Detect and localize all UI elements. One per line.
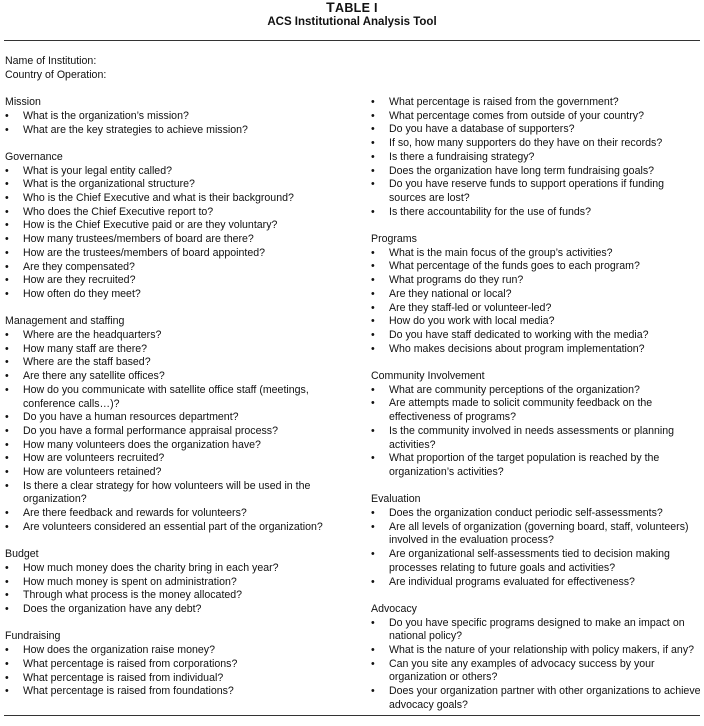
question-item: • Are organizational self-assessments tied to decision making processes relating to future goals and activities?: [371, 548, 701, 575]
question-item: • Are individual programs evaluated for effectiveness?: [371, 576, 701, 590]
question-item: • How do you communicate with satellite office staff (meetings, conference calls…)?: [5, 384, 338, 411]
fundraising-continued-list: [371, 96, 701, 219]
question-item: • If so, how many supporters do they have on their records?: [371, 137, 701, 151]
question-item: • Are they staff-led or volunteer-led?: [371, 302, 701, 316]
question-item: • How often do they meet?: [5, 288, 338, 302]
section-management-and-staffing: [5, 315, 338, 534]
section-title: Community Involvement: [371, 370, 485, 383]
question-item: • Who is the Chief Executive and what is their background?: [5, 192, 338, 206]
question-item: • How is the Chief Executive paid or are they voluntary?: [5, 219, 338, 233]
question-item: • Who makes decisions about program implementation?: [371, 343, 701, 357]
question-list: [5, 110, 338, 137]
question-list: [5, 329, 338, 535]
section-evaluation: [371, 493, 701, 589]
question-item: • What percentage is raised from individual?: [5, 672, 338, 686]
question-item: • Do you have specific programs designed to make an impact on national policy?: [371, 617, 701, 644]
question-item: • Is there a clear strategy for how volunteers will be used in the organization?: [5, 480, 338, 507]
question-list: [371, 384, 701, 480]
question-item: • What percentage comes from outside of your country?: [371, 110, 701, 124]
question-item: • Can you site any examples of advocacy success by your organization or others?: [371, 658, 701, 685]
question-list: [371, 247, 701, 357]
section-community-involvement: [371, 370, 701, 480]
meta-block: [5, 55, 338, 82]
question-item: • How many trustees/members of board are there?: [5, 233, 338, 247]
section-title: Mission: [5, 96, 41, 109]
question-item: • How many volunteers does the organization have?: [5, 439, 338, 453]
question-item: • Through what process is the money allocated?: [5, 589, 338, 603]
question-item: • Where are the headquarters?: [5, 329, 338, 343]
question-item: • Are all levels of organization (governing board, staff, volunteers) involved in the evaluation process?: [371, 521, 701, 548]
question-item: • Are there any satellite offices?: [5, 370, 338, 384]
question-item: • Is there a fundraising strategy?: [371, 151, 701, 165]
question-item: • Are there feedback and rewards for volunteers?: [5, 507, 338, 521]
question-item: • Do you have a human resources department?: [5, 411, 338, 425]
bottom-divider: [4, 715, 700, 716]
section-title: Programs: [371, 233, 417, 246]
section-fundraising: [5, 630, 338, 699]
section-advocacy: [371, 603, 701, 713]
question-list: [371, 617, 701, 713]
question-item: • Is there accountability for the use of funds?: [371, 206, 701, 220]
question-item: • Do you have reserve funds to support operations if funding sources are lost?: [371, 178, 701, 205]
question-item: • What are community perceptions of the organization?: [371, 384, 701, 398]
question-item: • What is the nature of your relationship with policy makers, if any?: [371, 644, 701, 658]
question-item: • What proportion of the target population is reached by the organization’s activities?: [371, 452, 701, 479]
question-item: • Do you have a formal performance appraisal process?: [5, 425, 338, 439]
section-title: Fundraising: [5, 630, 61, 643]
question-item: • How much money is spent on administration?: [5, 576, 338, 590]
right-sections: [371, 233, 701, 713]
question-item: • How are the trustees/members of board appointed?: [5, 247, 338, 261]
table-title: ACS Institutional Analysis Tool: [267, 16, 437, 28]
question-list: [5, 644, 338, 699]
question-item: • How are volunteers retained?: [5, 466, 338, 480]
question-item: • Do you have a database of supporters?: [371, 123, 701, 137]
question-list: [371, 507, 701, 589]
question-item: • Does the organization conduct periodic self-assessments?: [371, 507, 701, 521]
question-item: • What are the key strategies to achieve mission?: [5, 124, 338, 138]
question-item: • Where are the staff based?: [5, 356, 338, 370]
right-column: [371, 96, 701, 726]
question-list: [5, 562, 338, 617]
question-item: • Does the organization have any debt?: [5, 603, 338, 617]
left-column: [5, 55, 338, 713]
question-item: • Are attempts made to solicit community feedback on the effectiveness of programs?: [371, 397, 701, 424]
question-item: • Are they compensated?: [5, 261, 338, 275]
question-item: • Does the organization have long term fundraising goals?: [371, 165, 701, 179]
question-item: • What percentage is raised from corporations?: [5, 658, 338, 672]
question-item: • Are volunteers considered an essential part of the organization?: [5, 521, 338, 535]
question-item: • What percentage of the funds goes to each program?: [371, 260, 701, 274]
question-item: • Are they national or local?: [371, 288, 701, 302]
question-item: • What programs do they run?: [371, 274, 701, 288]
table-header: [0, 0, 704, 29]
question-item: • How do you work with local media?: [371, 315, 701, 329]
question-list: [5, 165, 338, 302]
section-programs: [371, 233, 701, 356]
section-title: Governance: [5, 150, 63, 163]
question-item: • Who does the Chief Executive report to?: [5, 206, 338, 220]
section-title: Advocacy: [371, 602, 417, 615]
question-item: • What is the main focus of the group’s activities?: [371, 247, 701, 261]
fundraising-continued: [371, 96, 701, 219]
question-item: • Is the community involved in needs assessments or planning activities?: [371, 425, 701, 452]
question-item: • What is the organization’s mission?: [5, 110, 338, 124]
section-title: Budget: [5, 548, 39, 561]
institution-name-label: Name of Institution:: [5, 55, 97, 67]
question-item: • What is your legal entity called?: [5, 165, 338, 179]
section-title: Evaluation: [371, 493, 421, 506]
question-item: • What percentage is raised from foundations?: [5, 685, 338, 699]
question-item: • What percentage is raised from the government?: [371, 96, 701, 110]
question-item: • How are volunteers recruited?: [5, 452, 338, 466]
table-label: TABLE I: [326, 0, 378, 15]
question-item: • How many staff are there?: [5, 343, 338, 357]
question-item: • How does the organization raise money?: [5, 644, 338, 658]
country-of-operation-label: Country of Operation:: [5, 68, 107, 81]
question-item: • How are they recruited?: [5, 274, 338, 288]
question-item: • Do you have staff dedicated to working with the media?: [371, 329, 701, 343]
section-governance: [5, 151, 338, 302]
section-mission: [5, 96, 338, 137]
left-sections: [5, 96, 338, 699]
top-divider: [4, 40, 700, 41]
section-budget: [5, 548, 338, 617]
question-item: • What is the organizational structure?: [5, 178, 338, 192]
question-item: • How much money does the charity bring in each year?: [5, 562, 338, 576]
section-title: Management and staffing: [5, 315, 125, 328]
question-item: • Does your organization partner with other organizations to achieve advocacy goals?: [371, 685, 701, 712]
